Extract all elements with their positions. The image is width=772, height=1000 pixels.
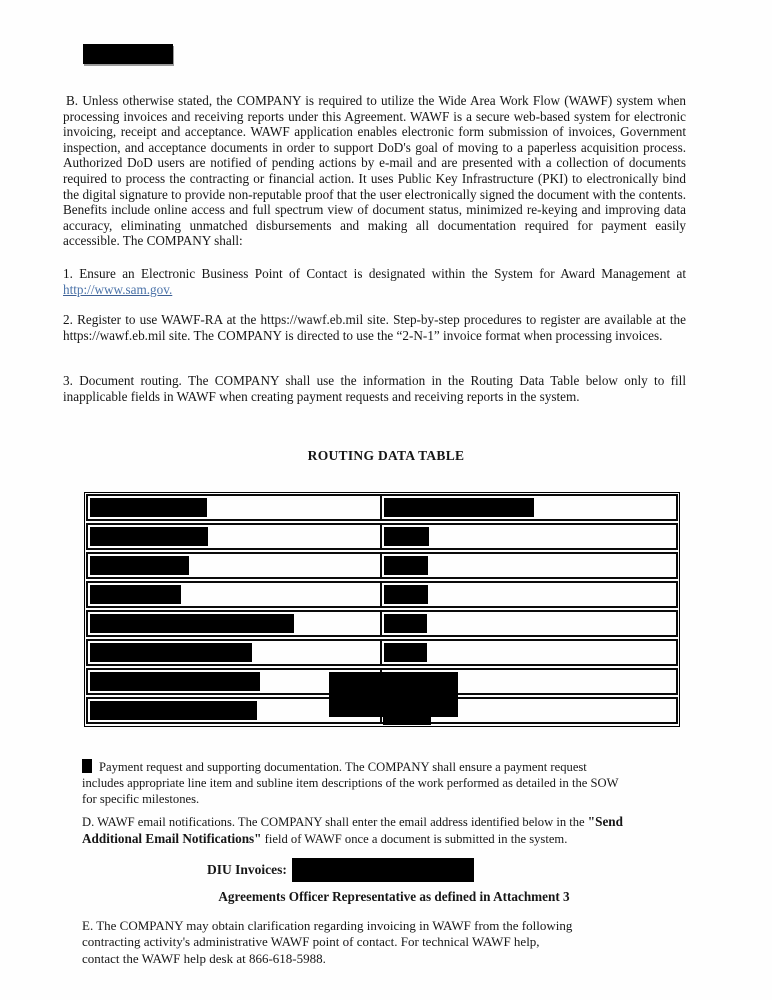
table-cell bbox=[88, 554, 382, 577]
list-item-3: 3. Document routing. The COMPANY shall use the information in the Routing Data Table below only to fill inapplicable fields in WAWF when creating payment requests and receiving reports in the system. bbox=[63, 373, 686, 404]
table-cell bbox=[382, 554, 676, 577]
table-row bbox=[86, 610, 678, 637]
redaction-square bbox=[82, 759, 92, 773]
routing-data-table bbox=[84, 492, 680, 727]
redaction-bar bbox=[90, 585, 181, 604]
table-cell bbox=[88, 583, 382, 606]
paragraph-c-line1 bbox=[82, 759, 662, 775]
redaction-bar bbox=[90, 643, 252, 662]
redaction-bar bbox=[384, 614, 427, 633]
paragraph-d bbox=[82, 814, 662, 847]
table-row bbox=[86, 523, 678, 550]
paragraph-e-line3: contact the WAWF help desk at 866-618-5988. bbox=[82, 950, 326, 966]
table-row bbox=[86, 494, 678, 521]
table-cell bbox=[88, 525, 382, 548]
redaction-block-large bbox=[329, 672, 458, 717]
paragraph-d-line2-bold: Additional Email Notifications" bbox=[82, 830, 262, 846]
paragraph-d-line1-bold: "Send bbox=[587, 814, 623, 829]
paragraph-d-line1 bbox=[82, 814, 662, 831]
paragraph-d-line2-regular: field of WAWF once a document is submitted in the system. bbox=[261, 831, 568, 846]
redaction-box-header bbox=[83, 44, 173, 64]
redaction-block-tab bbox=[383, 713, 431, 725]
table-cell bbox=[382, 612, 676, 635]
paragraph-b: B. Unless otherwise stated, the COMPANY is required to utilize the Wide Area Work Flow (WAWF) system when processing invoices and receiving reports under this Agreement. WAWF is a secure web-based system for electronic invoicing, receipt and acceptance. WAWF application enables electronic form submission of invoices, Government inspection, and acceptance documents in order to support DoD's goal of moving to a paperless acquisition process. Authorized DoD users are notified of pending actions by e-mail and are presented with a collection of documents required to process the contracting or financial action. It uses Public Key Infrastructure (PKI) to electronically bind the digital signature to provide non-reputable proof that the user electronically signed the document with the contents. Benefits include online access and full spectrum view of document status, minimized re-keying and improving data accuracy, eliminating unmatched disbursements and making all documentation required for payment easily accessible. The COMPANY shall: bbox=[63, 93, 686, 249]
table-row bbox=[86, 639, 678, 666]
redaction-bar bbox=[90, 614, 294, 633]
table-cell bbox=[88, 496, 382, 519]
redaction-bar bbox=[384, 556, 428, 575]
attachment-note: Agreements Officer Representative as defined in Attachment 3 bbox=[218, 889, 570, 904]
table-cell bbox=[382, 583, 676, 606]
redaction-bar bbox=[384, 527, 429, 546]
paragraph-e-line2: contracting activity's administrative WAWF point of contact. For technical WAWF help, bbox=[82, 934, 540, 950]
table-cell bbox=[382, 496, 676, 519]
redaction-bar bbox=[384, 498, 534, 517]
sam-gov-link[interactable]: http://www.sam.gov. bbox=[63, 281, 173, 297]
list-item-2: 2. Register to use WAWF-RA at the https://wawf.eb.mil site. Step-by-step procedures to register are available at the https://wawf.eb.mil site. The COMPANY is directed to use the “2-N-1” invoice format when processing invoices. bbox=[63, 312, 686, 343]
redaction-bar-diu-email bbox=[292, 858, 474, 882]
redaction-bar bbox=[384, 585, 428, 604]
routing-table-title: ROUTING DATA TABLE bbox=[307, 448, 465, 463]
redaction-bar bbox=[90, 527, 208, 546]
paragraph-c-line3: for specific milestones. bbox=[82, 792, 200, 806]
paragraph-e bbox=[82, 918, 662, 967]
table-cell bbox=[88, 612, 382, 635]
redaction-bar bbox=[384, 643, 427, 662]
paragraph-d-line1-regular: D. WAWF email notifications. The COMPANY shall enter the email address identified below in the bbox=[82, 815, 588, 829]
table-cell bbox=[382, 525, 676, 548]
diu-invoices-row bbox=[82, 858, 474, 882]
table-row bbox=[86, 581, 678, 608]
paragraph-c bbox=[82, 759, 662, 807]
redaction-bar bbox=[90, 701, 257, 720]
paragraph-d-line2 bbox=[82, 831, 662, 848]
redaction-bar bbox=[90, 498, 207, 517]
paragraph-c-line1-text: Payment request and supporting documentation. The COMPANY shall ensure a payment request bbox=[99, 760, 587, 774]
paragraph-c-line2: includes appropriate line item and subline item descriptions of the work performed as detailed in the SOW bbox=[82, 776, 619, 790]
list-item-1 bbox=[63, 266, 686, 297]
redaction-bar bbox=[90, 672, 260, 691]
list-item-1-text: 1. Ensure an Electronic Business Point of Contact is designated within the System for Award Management at bbox=[63, 266, 686, 281]
redaction-bar bbox=[90, 556, 189, 575]
diu-invoices-label: DIU Invoices: bbox=[207, 862, 287, 877]
paragraph-e-line1: E. The COMPANY may obtain clarification regarding invoicing in WAWF from the following bbox=[82, 918, 573, 933]
table-row bbox=[86, 552, 678, 579]
table-cell bbox=[88, 641, 382, 664]
table-cell bbox=[382, 641, 676, 664]
